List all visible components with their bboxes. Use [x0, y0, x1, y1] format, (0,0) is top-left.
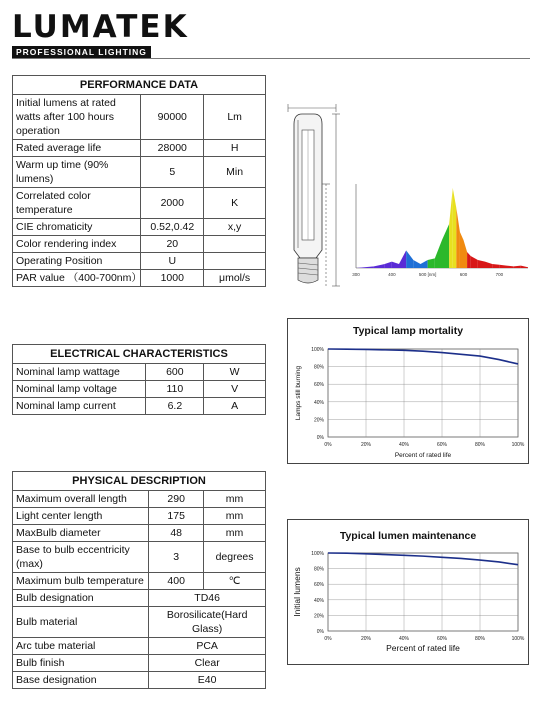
spec-label: Nominal lamp voltage	[13, 381, 146, 398]
spec-label: CIE chromaticity	[13, 219, 141, 236]
spectrum-band	[507, 266, 514, 268]
spec-value: U	[141, 253, 204, 270]
spectrum-band	[499, 265, 506, 268]
spec-value: 175	[149, 508, 204, 525]
y-tick-label: 20%	[313, 417, 324, 424]
spectrum-band	[356, 266, 374, 268]
x-tick-label: 20%	[360, 442, 372, 448]
brand-name: LUMATEK	[12, 9, 189, 45]
spectrum-tick-label: 500 [nm]	[418, 272, 437, 277]
mortality-chart	[288, 319, 528, 463]
lumen-chart	[288, 520, 528, 664]
spectrum-band	[478, 260, 485, 268]
spec-row	[13, 525, 266, 542]
spectrum-band	[421, 260, 428, 268]
spec-label: Nominal lamp current	[13, 398, 146, 415]
spec-label: Nominal lamp wattage	[13, 364, 146, 381]
spectrum-band	[413, 260, 420, 268]
spectrum-band	[392, 262, 399, 268]
y-tick-label: 100%	[311, 551, 324, 557]
spec-value: 400	[149, 573, 204, 590]
spec-row	[13, 219, 266, 236]
spectrum-band	[456, 208, 460, 268]
spec-value: TD46	[149, 590, 266, 607]
y-tick-label: 40%	[313, 597, 324, 604]
spec-label: Correlated color temperature	[13, 188, 141, 219]
spectrum-tick-label: 400	[388, 272, 396, 277]
spec-label: Color rendering index	[13, 236, 141, 253]
x-tick-label: 0%	[324, 442, 332, 448]
spec-value: 110	[146, 381, 204, 398]
spectrum-band	[435, 240, 442, 268]
y-tick-label: 20%	[313, 613, 324, 620]
y-tick-label: 80%	[313, 566, 324, 573]
performance-title: PERFORMANCE DATA	[13, 76, 266, 95]
spectrum-band	[464, 240, 468, 268]
spec-row	[13, 672, 266, 689]
spectrum-tick-label: 300	[352, 272, 360, 277]
spec-label: MaxBulb diameter	[13, 525, 149, 542]
spec-value: 1000	[141, 270, 204, 287]
x-tick-label: 20%	[360, 636, 372, 642]
spec-unit	[204, 253, 266, 270]
x-tick-label: 100%	[511, 636, 525, 642]
spec-row	[13, 236, 266, 253]
spec-label: Bulb finish	[13, 655, 149, 672]
spectrum-band	[492, 264, 499, 268]
y-tick-label: 100%	[311, 347, 324, 353]
spec-value: 5	[141, 157, 204, 188]
spectrum-tick-label: 700	[495, 272, 504, 277]
spec-label: Operating Position	[13, 253, 141, 270]
spec-unit: H	[204, 140, 266, 157]
spec-row	[13, 607, 266, 638]
x-tick-label: 100%	[511, 442, 525, 448]
spec-row	[13, 508, 266, 525]
x-tick-label: 80%	[474, 442, 486, 448]
performance-table	[12, 75, 266, 287]
spec-unit: ℃	[204, 573, 266, 590]
brand-logo	[12, 9, 189, 60]
spec-value: 600	[146, 364, 204, 381]
spec-unit: mm	[204, 525, 266, 542]
x-tick-label: 0%	[324, 636, 332, 642]
spec-label: Rated average life	[13, 140, 141, 157]
header-divider	[12, 58, 530, 59]
spec-value: 90000	[141, 95, 204, 140]
spec-row	[13, 542, 266, 573]
spec-row	[13, 491, 266, 508]
spec-label: Maximum overall length	[13, 491, 149, 508]
spectrum-band	[467, 252, 471, 268]
spec-value: 28000	[141, 140, 204, 157]
spectrum-band	[453, 188, 457, 268]
lumen-chart-title: Typical lumen maintenance	[339, 530, 477, 542]
y-tick-label: 0%	[316, 435, 324, 441]
spec-unit: W	[204, 364, 266, 381]
spec-label: Warm up time (90% lumens)	[13, 157, 141, 188]
mortality-chart-title: Typical lamp mortality	[352, 325, 464, 337]
spectrum-band	[485, 262, 492, 268]
physical-table	[12, 471, 266, 689]
spec-row	[13, 638, 266, 655]
spec-row	[13, 381, 266, 398]
y-tick-label: 80%	[313, 364, 324, 371]
y-tick-label: 0%	[316, 629, 324, 635]
x-tick-label: 80%	[474, 636, 486, 642]
spec-unit: K	[204, 188, 266, 219]
spec-row	[13, 188, 266, 219]
spec-row	[13, 95, 266, 140]
electrical-title: ELECTRICAL CHARACTERISTICS	[13, 345, 266, 364]
spec-row	[13, 573, 266, 590]
brand-tagline: PROFESSIONAL LIGHTING	[12, 46, 151, 58]
y-tick-label: 60%	[313, 582, 324, 589]
physical-title: PHYSICAL DESCRIPTION	[13, 472, 266, 491]
spec-unit: Min	[204, 157, 266, 188]
spec-value: 48	[149, 525, 204, 542]
spec-label: Light center length	[13, 508, 149, 525]
spec-unit: V	[204, 381, 266, 398]
spec-value: 290	[149, 491, 204, 508]
spec-unit: Lm	[204, 95, 266, 140]
spec-label: Arc tube material	[13, 638, 149, 655]
spec-row	[13, 140, 266, 157]
spectrum-band	[460, 232, 464, 268]
spectrum-band	[399, 250, 406, 268]
spec-label: Maximum bulb temperature	[13, 573, 149, 590]
spec-label: Initial lumens at rated watts after 100 hours operation	[13, 95, 141, 140]
spec-row	[13, 157, 266, 188]
x-tick-label: 60%	[436, 442, 448, 448]
x-tick-label: 40%	[398, 442, 410, 448]
spectrum-band	[471, 256, 478, 268]
spec-row	[13, 655, 266, 672]
spectrum-band	[442, 224, 449, 268]
spec-unit: μmol/s	[204, 270, 266, 287]
spec-label: Bulb designation	[13, 590, 149, 607]
x-tick-label: 60%	[436, 636, 448, 642]
spec-value: Clear	[149, 655, 266, 672]
spec-unit: x,y	[204, 219, 266, 236]
spec-value: 20	[141, 236, 204, 253]
spec-value: E40	[149, 672, 266, 689]
x-tick-label: 40%	[398, 636, 410, 642]
spectrum-band	[428, 258, 435, 268]
y-tick-label: 40%	[313, 399, 324, 406]
spec-unit: A	[204, 398, 266, 415]
spec-label: Base designation	[13, 672, 149, 689]
spectrum-band	[374, 264, 385, 268]
spectrum-band	[385, 262, 392, 268]
spec-value: Borosilicate(Hard Glass)	[149, 607, 266, 638]
spec-row	[13, 364, 266, 381]
x-axis-label: Percent of rated life	[386, 643, 460, 653]
spec-value: 0.52,0.42	[141, 219, 204, 236]
y-axis-label: Lamps still burning	[295, 365, 302, 421]
spec-value: 2000	[141, 188, 204, 219]
spec-row	[13, 270, 266, 287]
spec-value: 6.2	[146, 398, 204, 415]
y-tick-label: 60%	[313, 382, 324, 389]
spec-unit: mm	[204, 491, 266, 508]
spec-unit: mm	[204, 508, 266, 525]
lamp-diagram	[280, 100, 350, 290]
spec-label: Base to bulb eccentricity (max)	[13, 542, 149, 573]
spec-unit	[204, 236, 266, 253]
x-axis-label: Percent of rated life	[394, 452, 452, 459]
spectrum-band	[514, 266, 521, 268]
spec-row	[13, 398, 266, 415]
spec-row	[13, 590, 266, 607]
electrical-table	[12, 344, 266, 415]
y-axis-label: Initial lumens	[292, 567, 302, 617]
lumen-chart-panel	[287, 519, 529, 665]
spec-value: PCA	[149, 638, 266, 655]
spectrum-chart	[352, 180, 532, 280]
spec-label: Bulb material	[13, 607, 149, 638]
spectrum-band	[449, 188, 453, 268]
spec-unit: degrees	[204, 542, 266, 573]
plot-area	[328, 553, 518, 631]
spectrum-band	[406, 250, 413, 268]
plot-area	[328, 349, 518, 437]
spec-row	[13, 253, 266, 270]
spec-label: PAR value （400-700nm）	[13, 270, 141, 287]
mortality-chart-panel	[287, 318, 529, 464]
spectrum-band	[521, 266, 528, 268]
spec-value: 3	[149, 542, 204, 573]
spectrum-tick-label: 600	[459, 272, 468, 277]
